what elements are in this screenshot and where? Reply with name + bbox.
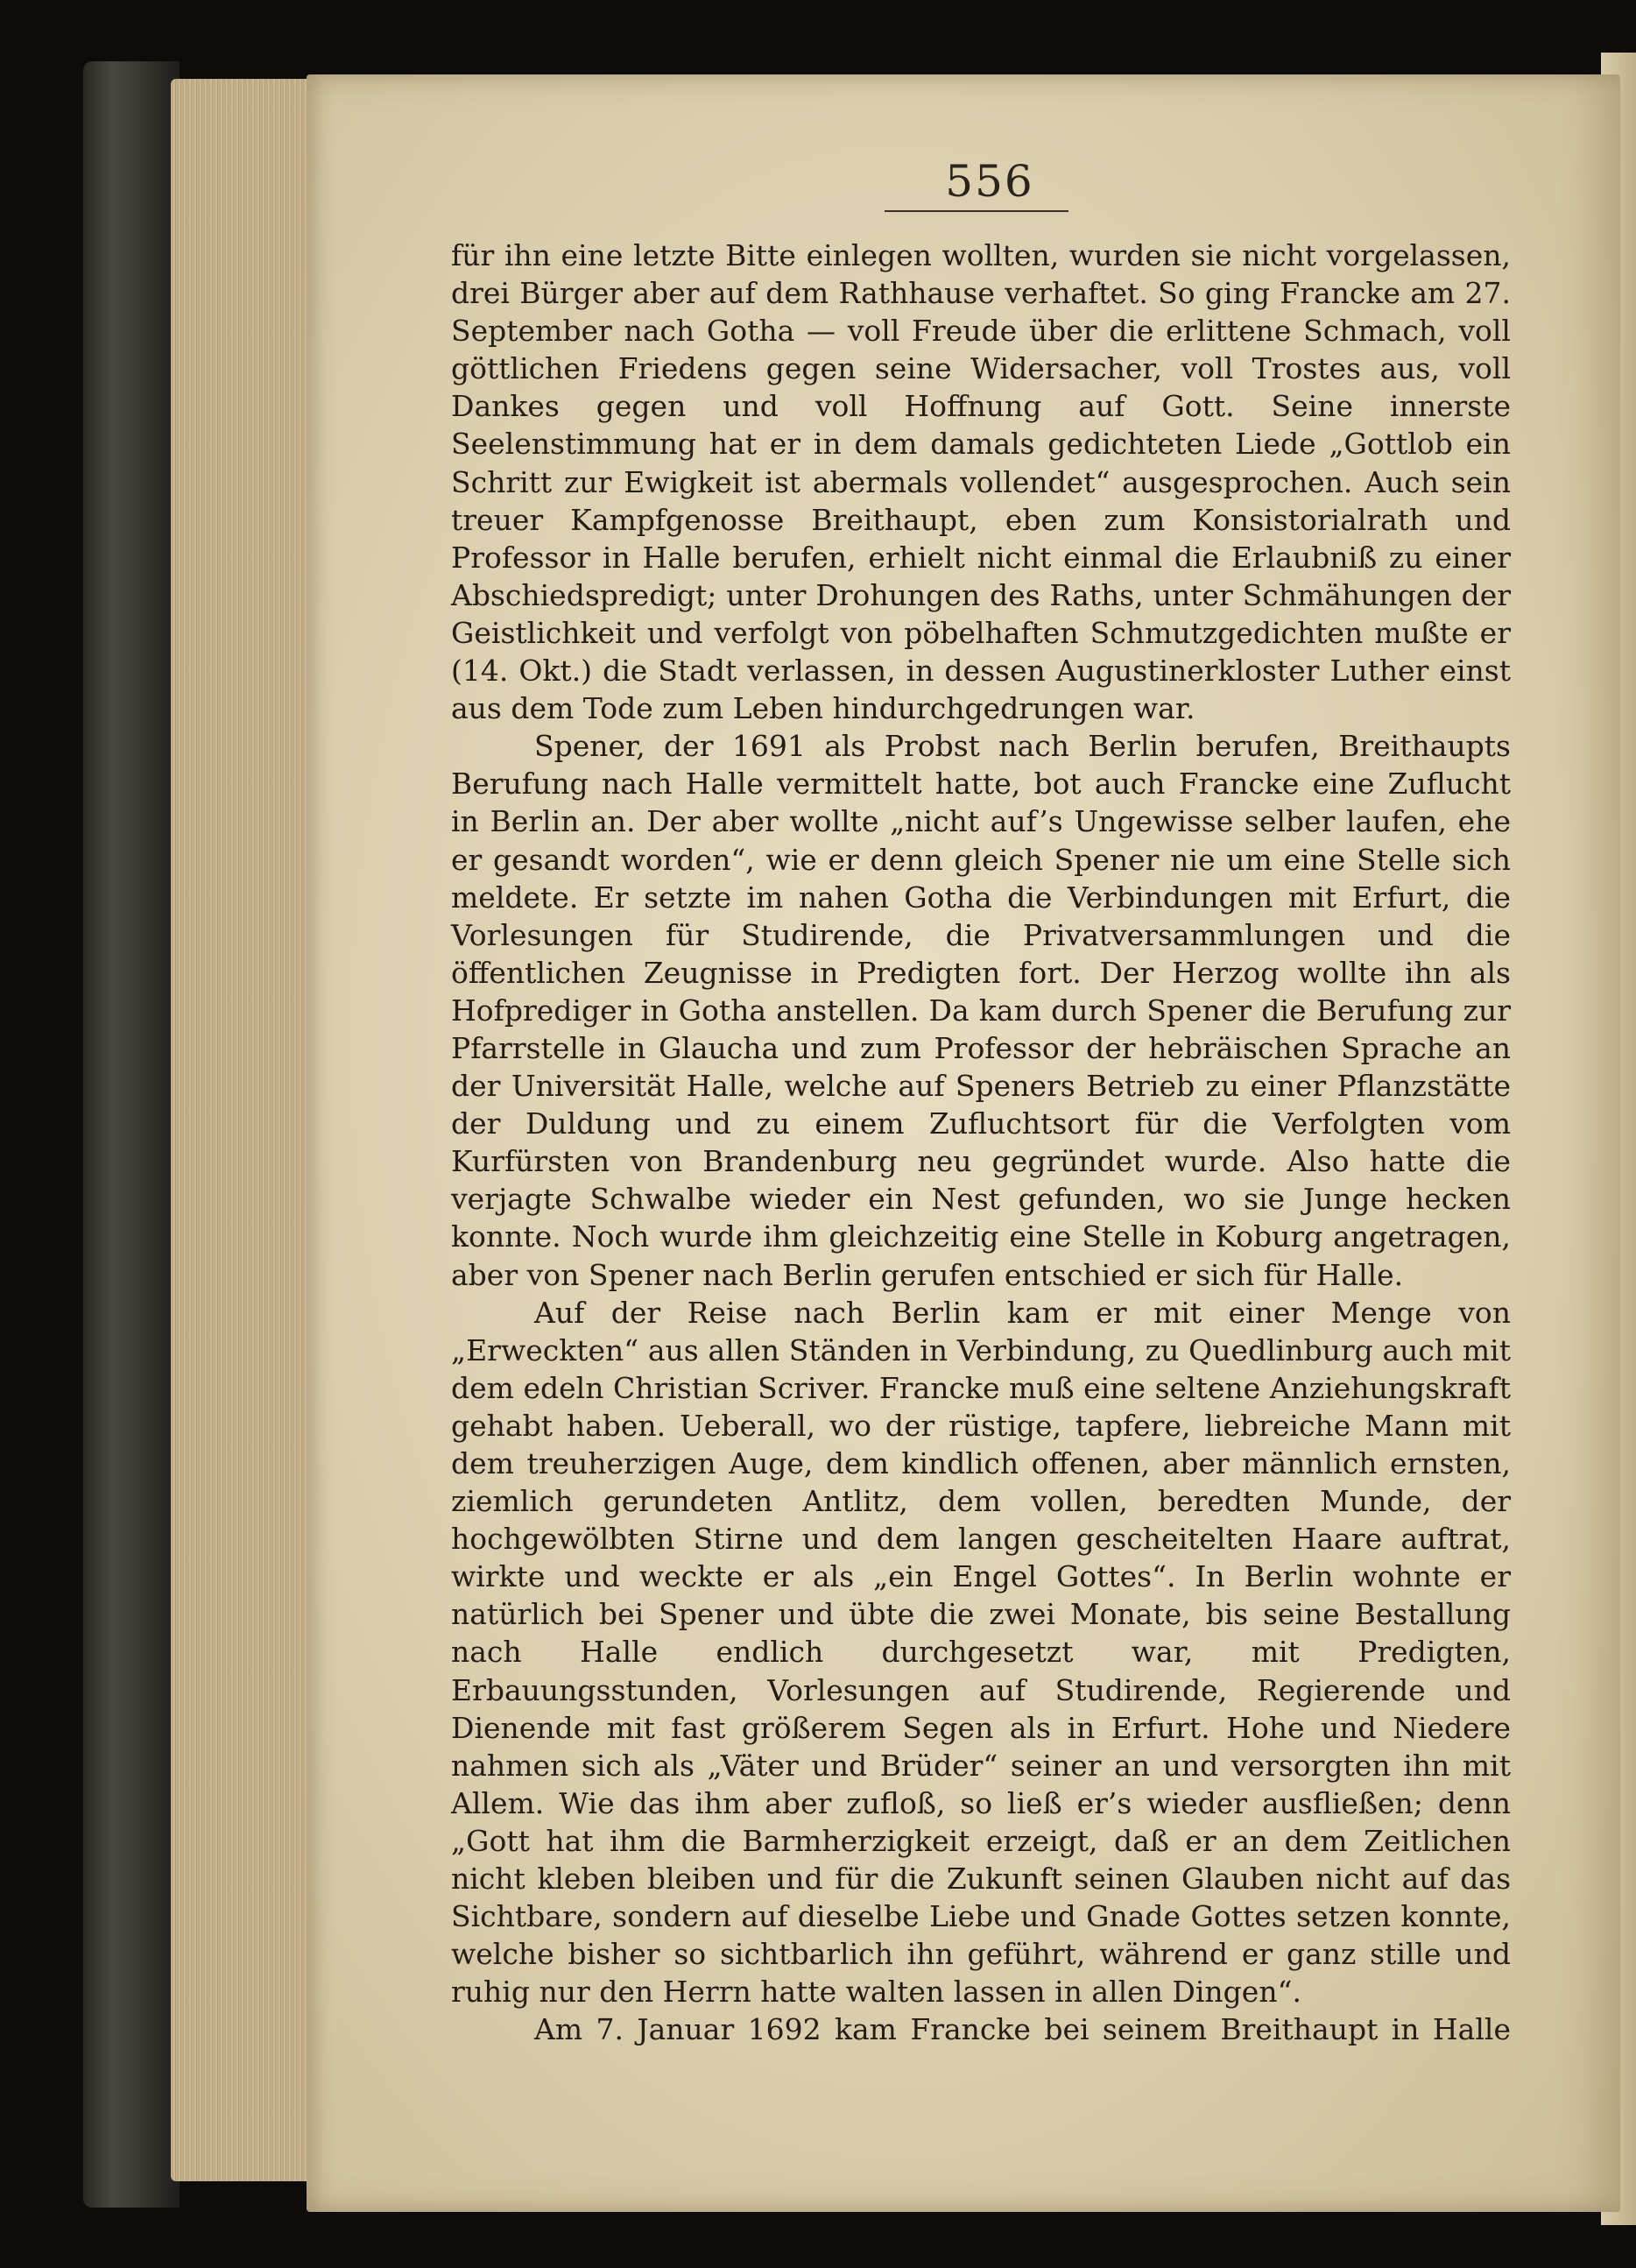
page-edges xyxy=(171,79,320,2181)
book-spine xyxy=(83,61,180,2208)
paragraph-3: Auf der Reise nach Berlin kam er mit einer Menge von „Erweckten“ aus allen Ständen in Verbindung, zu Quedlinburg auch mit dem edeln Christian Scriver. Francke muß eine seltene Anziehungskraft gehabt haben. Ueberall, wo der rüstige, tapfere, liebreiche Mann mit dem treuherzigen Auge, dem kindlich offenen, aber männlich ernsten, ziemlich gerundeten Antlitz, dem vollen, beredten Munde, der hochgewölbten Stirne und dem langen gescheitelten Haare auftrat, wirkte und weckte er als „ein Engel Gottes“. In Berlin wohnte er natürlich bei Spener und übte die zwei Monate, bis seine Bestallung nach Halle endlich durchgesetzt war, mit Predigten, Erbauungsstunden, Vorlesungen auf Studirende, Regierende und Dienende mit fast größerem Segen als in Erfurt. Hohe und Niedere nahmen sich als „Väter und Brüder“ seiner an und versorgten ihn mit Allem. Wie das ihm aber zufloß, so ließ er’s wieder ausfließen; denn „Gott hat ihm die Barmherzigkeit erzeigt, daß er an dem Zeitlichen nicht kleben bleiben und für die Zukunft seinen Glauben nicht auf das Sichtbare, sondern auf dieselbe Liebe und Gnade Gottes setzen konnte, welche bisher so sichtbarlich ihn geführt, während er ganz stille und ruhig nur den Herrn hatte walten lassen in allen Dingen“. xyxy=(451,1295,1511,2010)
paragraph-4: Am 7. Januar 1692 kam Francke bei seinem Breithaupt in Halle xyxy=(534,2012,1511,2047)
page-number-rule xyxy=(885,210,1068,212)
paragraph-1: für ihn eine letzte Bitte einlegen wollten, wurden sie nicht vorgelassen, drei Bürger aber auf dem Rathhause verhaftet. So ging Francke am 27. September nach Gotha — voll Freude über die erlittene Schmach, voll göttlichen Friedens gegen seine Widersacher, voll Trostes aus, voll Dankes gegen und voll Hoffnung auf Gott. Seine innerste Seelenstimmung hat er in dem damals gedichteten Liede „Gottlob ein Schritt zur Ewigkeit ist abermals vollendet“ ausgesprochen. Auch sein treuer Kampfgenosse Breithaupt, eben zum Konsistorialrath und Professor in Halle berufen, erhielt nicht einmal die Erlaubniß zu einer Abschiedspredigt; unter Drohungen des Raths, unter Schmähungen der Geistlichkeit und verfolgt von pöbelhaften Schmutzgedichten mußte er (14. Okt.) die Stadt verlassen, in dessen Augustinerkloster Luther einst aus dem Tode zum Leben hindurchgedrungen war. xyxy=(451,238,1511,726)
paragraph-2: Spener, der 1691 als Probst nach Berlin berufen, Breithaupts Berufung nach Halle vermittelt hatte, bot auch Francke eine Zuflucht in Berlin an. Der aber wollte „nicht auf’s Ungewisse selber laufen, ehe er gesandt worden“, wie er denn gleich Spener nie um eine Stelle sich meldete. Er setzte im nahen Gotha die Verbindungen mit Erfurt, die Vorlesungen für Studirende, die Privatversammlungen und die öffentlichen Zeugnisse in Predigten fort. Der Herzog wollte ihn als Hofprediger in Gotha anstellen. Da kam durch Spener die Berufung zur Pfarrstelle in Glaucha und zum Professor der hebräischen Sprache an der Universität Halle, welche auf Speners Betrieb zu einer Pflanzstätte der Duldung und zu einem Zufluchtsort für die Verfolgten vom Kurfürsten von Brandenburg neu gegründet wurde. Also hatte die verjagte Schwalbe wieder ein Nest gefunden, wo sie Junge hecken konnte. Noch wurde ihm gleichzeitig eine Stelle in Koburg angetragen, aber von Spener nach Berlin gerufen entschied er sich für Halle. xyxy=(451,729,1511,1292)
page-number: 556 xyxy=(945,156,1034,207)
body-text xyxy=(451,237,1511,2049)
